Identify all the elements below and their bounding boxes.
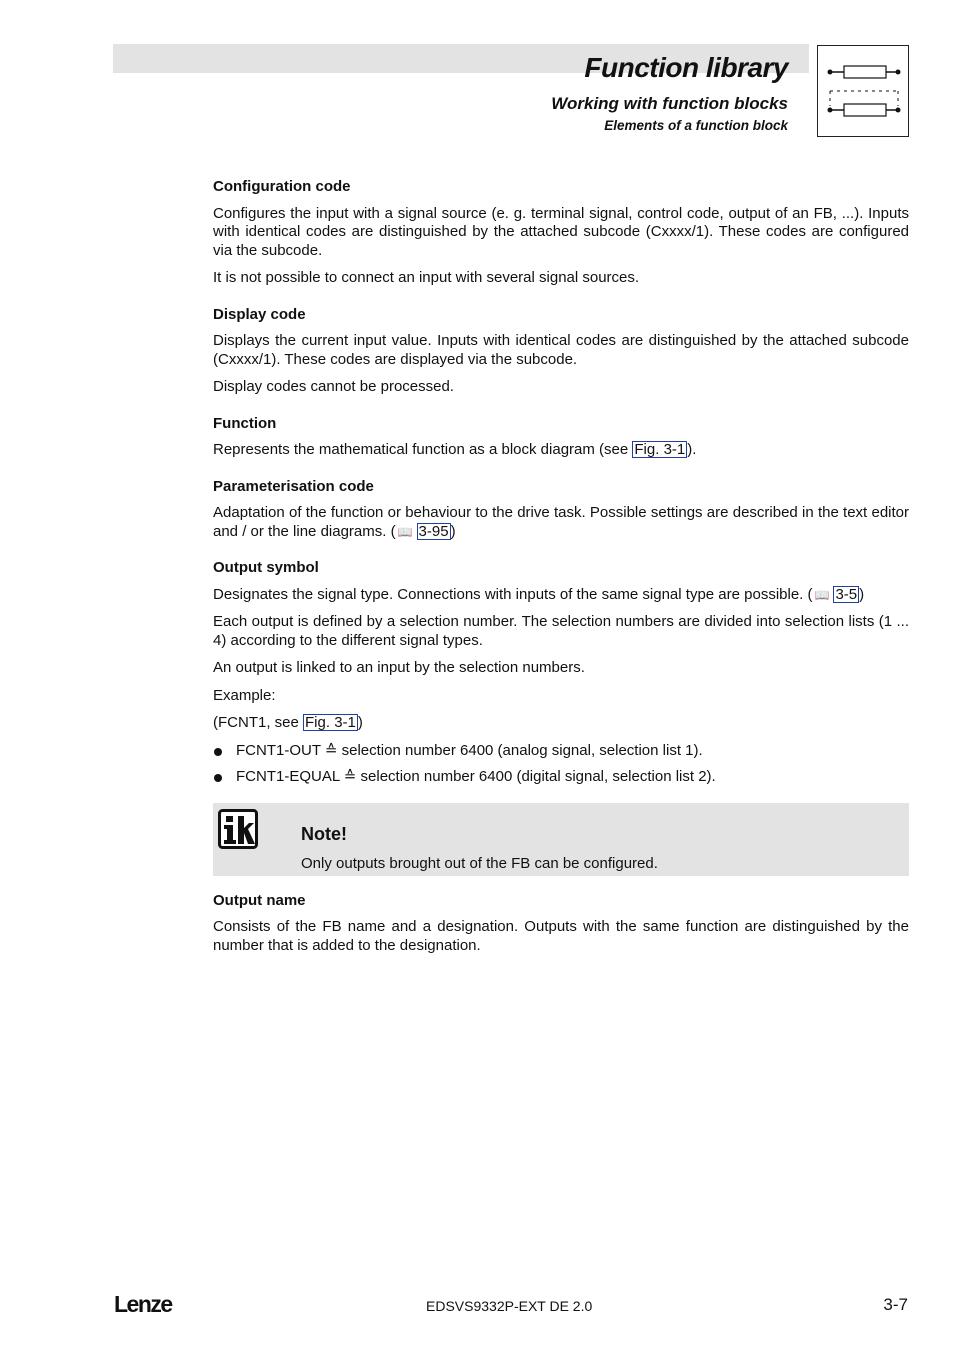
config-paragraph-1: Configures the input with a signal source (e. g. terminal signal, control code, output of an FB, ...). Inputs with identical codes are distinguished by the attached subcode (Cxxxx/1). These codes are configured via the subcode. <box>213 204 909 259</box>
output-symbol-paragraph-3: An output is linked to an input by the selection numbers. <box>213 659 585 676</box>
page-number: 3-7 <box>883 1295 908 1314</box>
info-icon <box>218 809 258 849</box>
page-3-95-link[interactable]: 3-95 <box>418 522 449 540</box>
output-symbol-paragraph-1: Designates the signal type. Connections with inputs of the same signal type are possible. ( 📖 3-5 ) <box>213 585 865 603</box>
param-paragraph: Adaptation of the function or behaviour to the drive task. Possible settings are described in the text editor and / or the line diagrams. ( 📖 3-95 ) <box>213 504 909 540</box>
list-item: FCNT1-EQUAL ≙ selection number 6400 (digital signal, selection list 2). <box>213 768 909 787</box>
output-name-heading: Output name <box>213 891 306 909</box>
page-section-title: Elements of a function block <box>604 118 788 133</box>
page-3-5-link[interactable]: 3-5 <box>835 585 858 603</box>
note-title: Note! <box>301 823 347 844</box>
book-icon: 📖 <box>814 587 830 602</box>
function-heading: Function <box>213 414 277 432</box>
main-content <box>213 178 909 964</box>
function-paragraph: Represents the mathematical function as a block diagram (see Fig. 3-1 ). <box>213 441 697 458</box>
display-paragraph-2: Display codes cannot be processed. <box>213 378 454 395</box>
list-item: FCNT1-OUT ≙ selection number 6400 (analog signal, selection list 1). <box>213 742 909 761</box>
output-symbol-paragraph-2: Each output is defined by a selection number. The selection numbers are divided into selection lists (1 ... 4) according to the different signal types. <box>213 613 909 649</box>
display-heading: Display code <box>213 305 306 323</box>
note-box <box>213 803 909 876</box>
output-name-paragraph: Consists of the FB name and a designation. Outputs with the same function are distinguished by the number that is added to the designation. <box>213 918 909 954</box>
bullet-icon <box>214 774 222 782</box>
lenze-logo: Lenze <box>114 1291 172 1317</box>
page-title: Function library <box>584 52 788 83</box>
output-symbol-paragraph-4: Example: <box>213 686 276 704</box>
output-symbol-paragraph-5: (FCNT1, see Fig. 3-1 ) <box>213 714 363 731</box>
display-paragraph-1: Displays the current input value. Inputs with identical codes are distinguished by the attached subcode (Cxxxx/1). These codes are displayed via the subcode. <box>213 332 909 368</box>
config-heading: Configuration code <box>213 178 351 195</box>
bullet-icon <box>214 748 222 756</box>
note-text: Only outputs brought out of the FB can be configured. <box>301 854 658 872</box>
function-block-icon <box>817 45 909 137</box>
page-subtitle: Working with function blocks <box>551 94 788 113</box>
param-heading: Parameterisation code <box>213 477 374 495</box>
output-symbol-heading: Output symbol <box>213 559 319 576</box>
book-icon: 📖 <box>397 524 413 539</box>
fig-3-1-link[interactable]: Fig. 3-1 <box>305 714 356 731</box>
config-paragraph-2: It is not possible to connect an input with several signal sources. <box>213 269 640 286</box>
document-id: EDSVS9332P-EXT DE 2.0 <box>426 1298 593 1314</box>
selection-number-list <box>213 742 909 787</box>
fig-3-1-link[interactable]: Fig. 3-1 <box>634 441 686 458</box>
